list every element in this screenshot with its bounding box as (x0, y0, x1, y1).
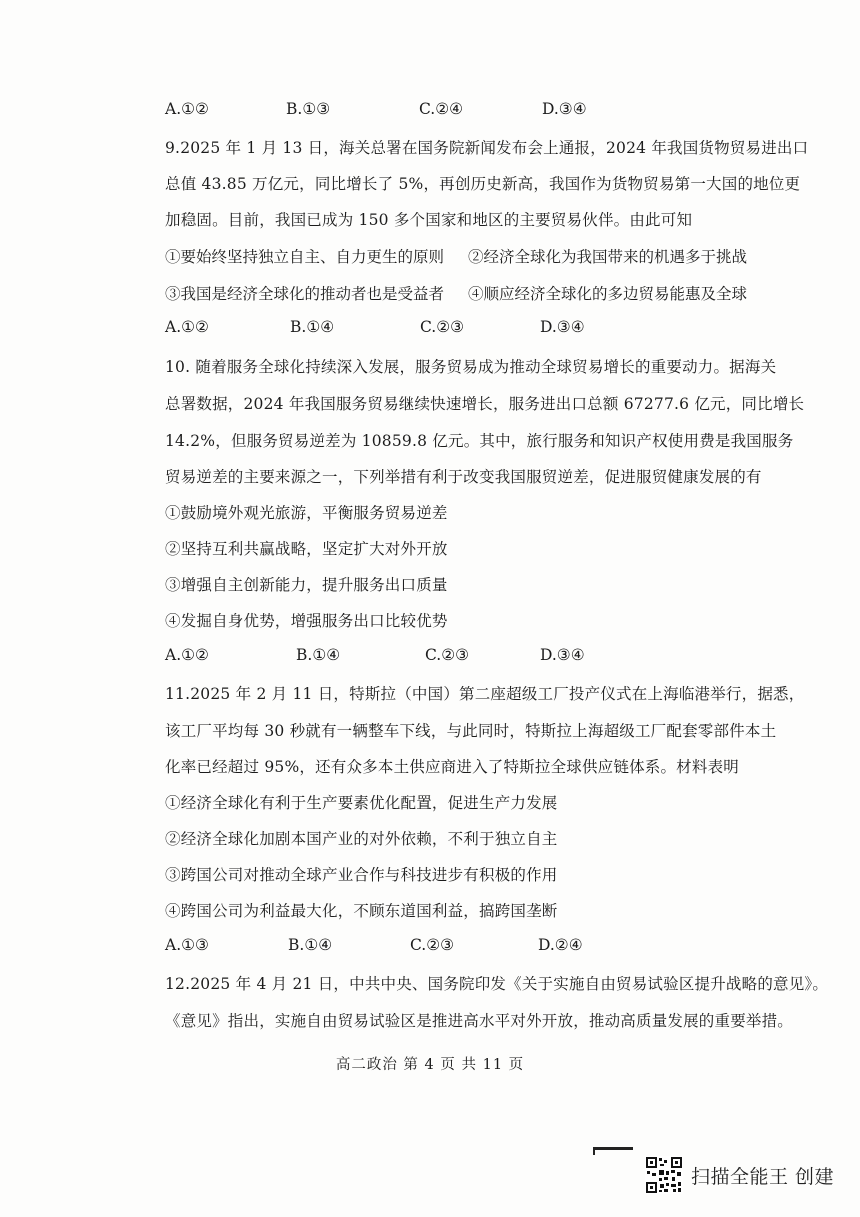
q9-statement-3: ③我国是经济全球化的推动者也是受益者 (165, 285, 445, 303)
q10-statement-4: ④发掘自身优势，增强服务出口比较优势 (165, 612, 448, 630)
q10-stem-line-1: 10. 随着服务全球化持续深入发展，服务贸易成为推动全球贸易增长的重要动力。据海关 (165, 358, 777, 376)
q10-option-a: A.①② (165, 646, 209, 664)
qr-code-icon (645, 1156, 683, 1194)
q10-statement-1: ①鼓励境外观光旅游，平衡服务贸易逆差 (165, 504, 448, 522)
q10-option-c: C.②③ (425, 646, 470, 664)
q8-option-a: A.①② (165, 100, 209, 118)
q11-option-c: C.②③ (410, 936, 455, 954)
q9-statement-2: ②经济全球化为我国带来的机遇多于挑战 (468, 248, 748, 266)
q11-statement-3: ③跨国公司对推动全球产业合作与科技进步有积极的作用 (165, 866, 558, 884)
q11-option-b: B.①④ (288, 936, 333, 954)
watermark-text: 扫描全能王 创建 (690, 1165, 834, 1188)
q9-option-c: C.②③ (420, 318, 465, 336)
q12-stem-line-1: 12.2025 年 4 月 21 日，中共中央、国务院印发《关于实施自由贸易试验区提升战略的意见》。 (165, 975, 829, 993)
q8-option-d: D.③④ (542, 100, 587, 118)
q10-stem-line-3: 14.2%，但服务贸易逆差为 10859.8 亿元。其中，旅行服务和知识产权使用费是我国服务 (165, 432, 794, 450)
q8-option-b: B.①③ (286, 100, 331, 118)
q10-stem-line-2: 总署数据，2024 年我国服务贸易继续快速增长，服务进出口总额 67277.6 亿元，同比增长 (165, 395, 805, 413)
q9-option-b: B.①④ (290, 318, 335, 336)
q11-statement-2: ②经济全球化加剧本国产业的对外依赖，不利于独立自主 (165, 830, 558, 848)
q11-stem-line-2: 该工厂平均每 30 秒就有一辆整车下线，与此同时，特斯拉上海超级工厂配套零部件本土 (165, 722, 777, 740)
q10-option-b: B.①④ (296, 646, 341, 664)
q8-option-c: C.②④ (419, 100, 464, 118)
q9-statement-4: ④顺应经济全球化的多边贸易能惠及全球 (468, 285, 748, 303)
q9-option-a: A.①② (165, 318, 209, 336)
q10-stem-line-4: 贸易逆差的主要来源之一，下列举措有利于改变我国服贸逆差，促进服贸健康发展的有 (165, 468, 762, 486)
q9-statement-1: ①要始终坚持独立自主、自力更生的原则 (165, 248, 445, 266)
camscanner-watermark (645, 1155, 834, 1195)
page-footer: 高二政治 第 4 页 共 11 页 (335, 1057, 525, 1073)
scan-mark (593, 1147, 633, 1150)
q10-statement-3: ③增强自主创新能力，提升服务出口质量 (165, 576, 448, 594)
q11-statement-4: ④跨国公司为利益最大化，不顾东道国利益，搞跨国垄断 (165, 902, 558, 920)
q11-option-d: D.②④ (538, 936, 583, 954)
q11-statement-1: ①经济全球化有利于生产要素优化配置，促进生产力发展 (165, 794, 558, 812)
q12-stem-line-2: 《意见》指出，实施自由贸易试验区是推进高水平对外开放，推动高质量发展的重要举措。 (165, 1012, 794, 1030)
q11-stem-line-3: 化率已经超过 95%，还有众多本土供应商进入了特斯拉全球供应链体系。材料表明 (165, 758, 739, 776)
q9-stem-line-1: 9.2025 年 1 月 13 日，海关总署在国务院新闻发布会上通报，2024 年我国货物贸易进出口 (165, 139, 809, 157)
q10-option-d: D.③④ (540, 646, 585, 664)
q11-option-a: A.①③ (165, 936, 209, 954)
q9-stem-line-3: 加稳固。目前，我国已成为 150 多个国家和地区的主要贸易伙伴。由此可知 (165, 211, 693, 229)
q9-stem-line-2: 总值 43.85 万亿元，同比增长了 5%，再创历史新高，我国作为货物贸易第一大国的地位更 (165, 175, 801, 193)
q11-stem-line-1: 11.2025 年 2 月 11 日，特斯拉（中国）第二座超级工厂投产仪式在上海临港举行，据悉， (165, 685, 805, 703)
q9-option-d: D.③④ (540, 318, 585, 336)
q10-statement-2: ②坚持互利共赢战略，坚定扩大对外开放 (165, 540, 448, 558)
